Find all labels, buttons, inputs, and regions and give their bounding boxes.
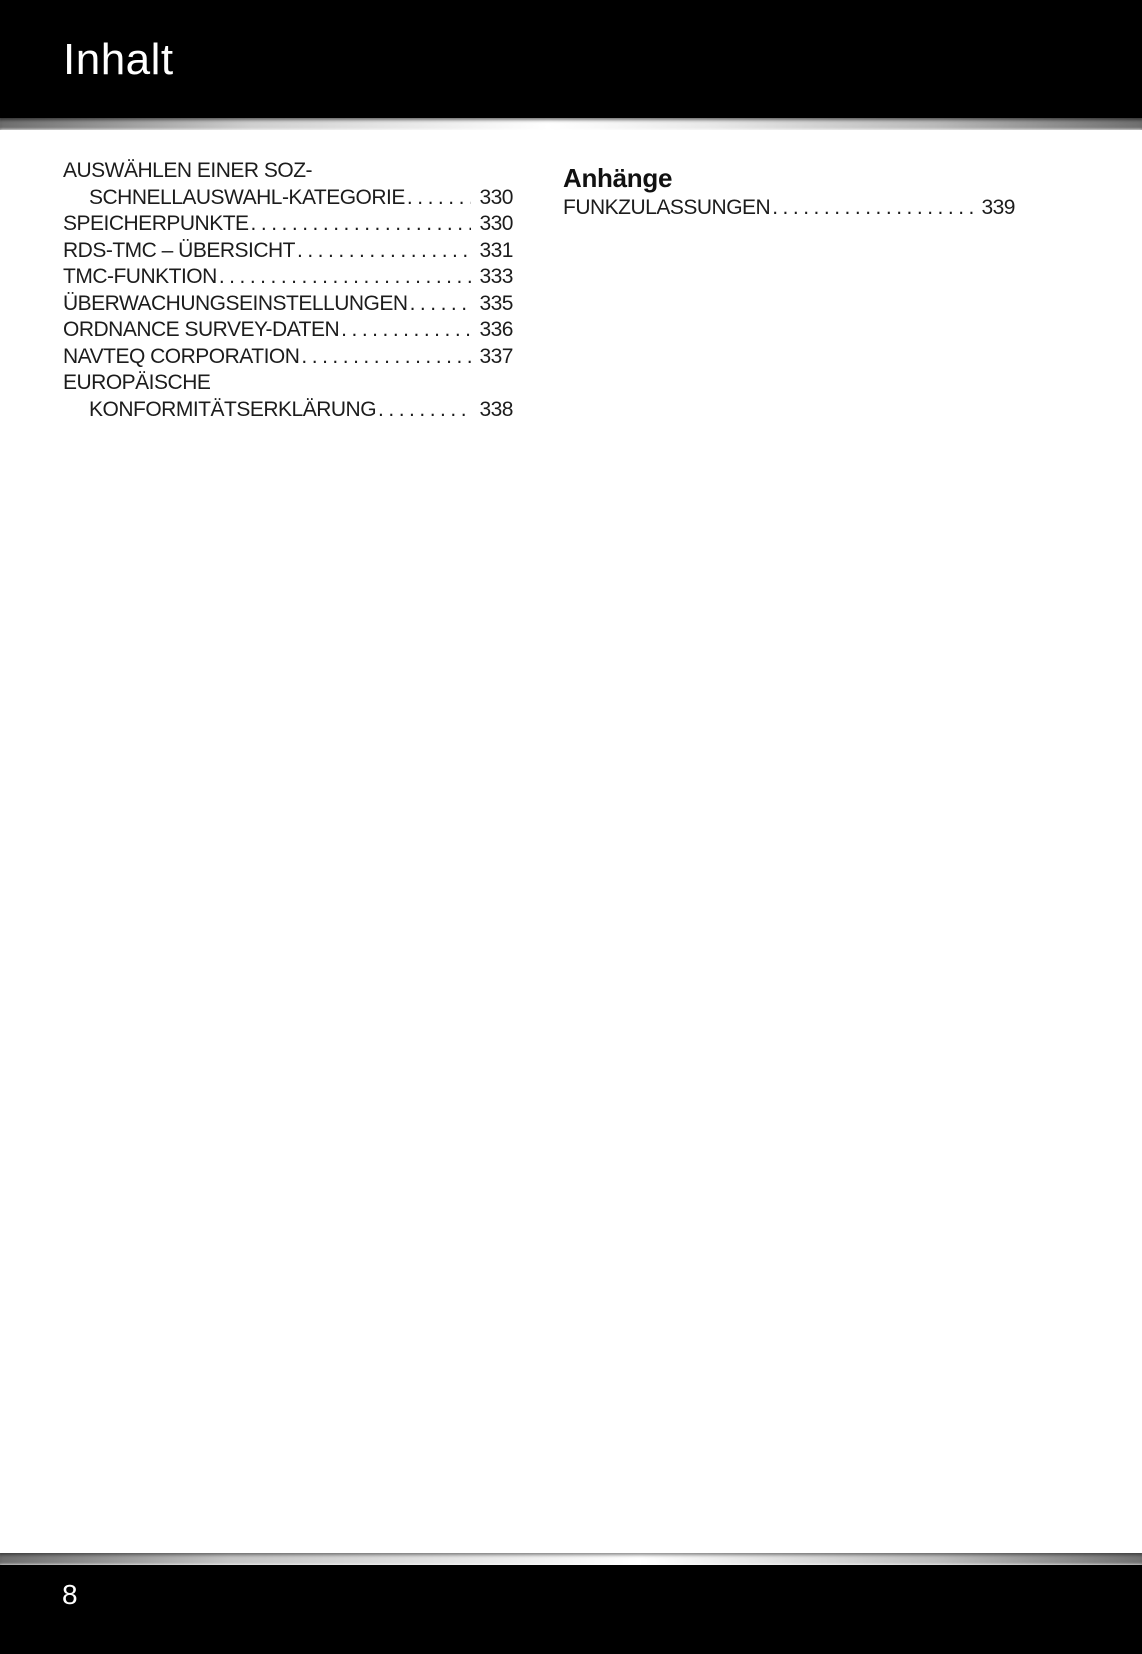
toc-label: SPEICHERPUNKTE [63, 212, 249, 235]
toc-entry[interactable] [63, 158, 513, 211]
toc-label: ORDNANCE SURVEY-DATEN [63, 318, 340, 341]
toc-right-column [563, 163, 1015, 222]
dot-leader [219, 264, 472, 291]
toc-page-number: 335 [479, 291, 513, 315]
toc-label: TMC-FUNKTION [63, 265, 217, 288]
toc-entry-list [563, 195, 1015, 222]
toc-label: KONFORMITÄTSERKLÄRUNG [89, 397, 377, 421]
toc-line [63, 238, 513, 265]
toc-label: SCHNELLAUSWAHL-KATEGORIE [89, 185, 405, 209]
page-title: Inhalt [63, 35, 174, 84]
dot-leader [378, 397, 471, 424]
toc-page-number: 333 [479, 265, 513, 288]
toc-page-number: 336 [479, 318, 513, 341]
dot-leader [410, 291, 472, 318]
metallic-divider-top [0, 118, 1142, 130]
toc-entry[interactable] [63, 264, 513, 291]
toc-page-number: 337 [479, 344, 513, 368]
toc-page-number: 330 [479, 212, 513, 235]
toc-line [63, 397, 513, 424]
dot-leader [407, 185, 472, 212]
toc-page-number: 330 [479, 185, 513, 209]
page-header [0, 0, 1142, 118]
toc-page-number: 338 [479, 397, 513, 421]
toc-entry[interactable] [63, 291, 513, 318]
toc-label: NAVTEQ CORPORATION [63, 344, 300, 368]
toc-line [63, 317, 513, 344]
page-footer [0, 1565, 1142, 1654]
dot-leader [341, 317, 471, 344]
dot-leader [301, 344, 471, 371]
section-heading-anhaenge: Anhänge [563, 163, 673, 193]
metallic-divider-bottom [0, 1553, 1142, 1565]
toc-entry[interactable] [63, 344, 513, 371]
dot-leader [251, 211, 472, 238]
dot-leader [772, 195, 973, 222]
toc-entry[interactable] [63, 211, 513, 238]
toc-line [63, 370, 513, 397]
toc-left-column [63, 158, 513, 423]
toc-line [63, 211, 513, 238]
toc-label: EUROPÄISCHE [63, 371, 211, 394]
toc-page-number: 331 [479, 238, 513, 262]
dot-leader [297, 238, 471, 265]
toc-label: AUSWÄHLEN EINER SOZ- [63, 159, 313, 182]
toc-line [63, 291, 513, 318]
toc-label: FUNKZULASSUNGEN [563, 196, 771, 219]
toc-line [63, 264, 513, 291]
page-number: 8 [62, 1579, 78, 1610]
toc-label: ÜBERWACHUNGSEINSTELLUNGEN [63, 291, 408, 315]
toc-label: RDS-TMC – ÜBERSICHT [63, 238, 296, 262]
toc-entry[interactable] [563, 195, 1015, 222]
toc-line [63, 158, 513, 185]
toc-line [63, 185, 513, 212]
toc-page-number: 339 [981, 196, 1015, 219]
toc-entry[interactable] [63, 317, 513, 344]
toc-line [563, 195, 1015, 222]
toc-entry[interactable] [63, 370, 513, 423]
toc-line [63, 344, 513, 371]
toc-entry-list [63, 158, 513, 423]
toc-entry[interactable] [63, 238, 513, 265]
